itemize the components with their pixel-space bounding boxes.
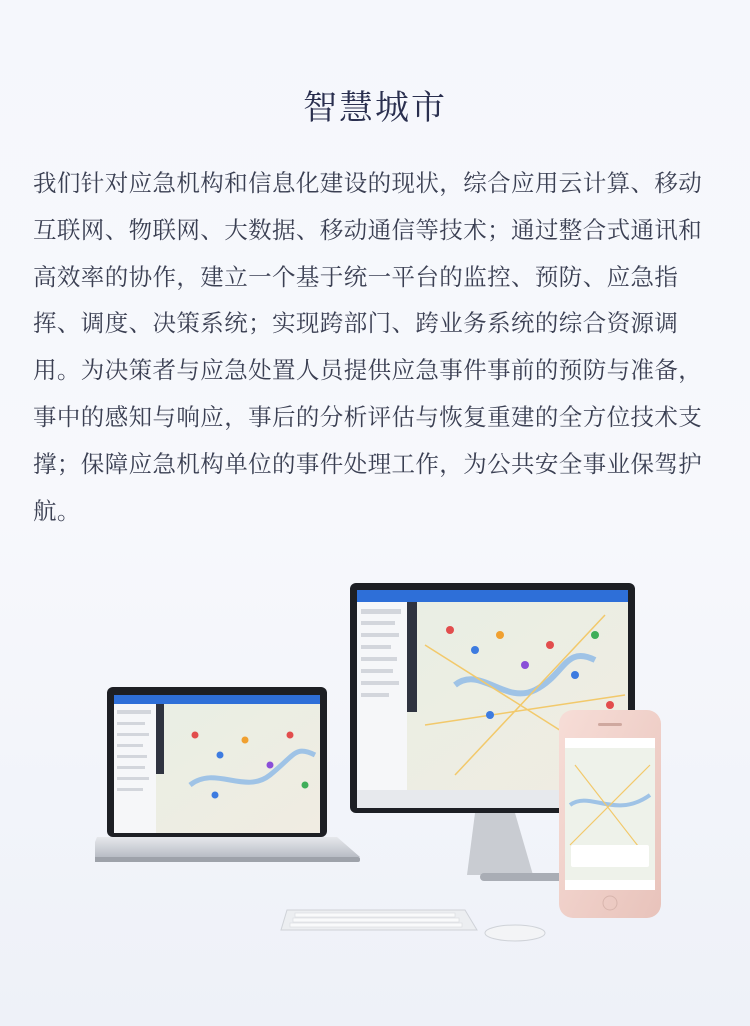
phone-device xyxy=(559,710,661,918)
keyboard-device xyxy=(281,910,477,930)
page-title: 智慧城市 xyxy=(303,88,447,128)
laptop-device xyxy=(95,687,360,862)
device-showcase-illustration xyxy=(95,575,675,955)
mouse-device xyxy=(485,925,545,941)
intro-paragraph: 我们针对应急机构和信息化建设的现状，综合应用云计算、移动互联网、物联网、大数据、移动通信等技术；通过整合式通讯和高效率的协作，建立一个基于统一平台的监控、预防、应急指挥、调度、决策系统；实现跨部门、跨业务系统的综合资源调用。为决策者与应急处置人员提供应急事件事前的预防与准备，事中的感知与响应，事后的分析评估与恢复重建的全方位技术支撑；保障应急机构单位的事件处理工作，为公共安全事业保驾护航。 xyxy=(33,169,703,525)
